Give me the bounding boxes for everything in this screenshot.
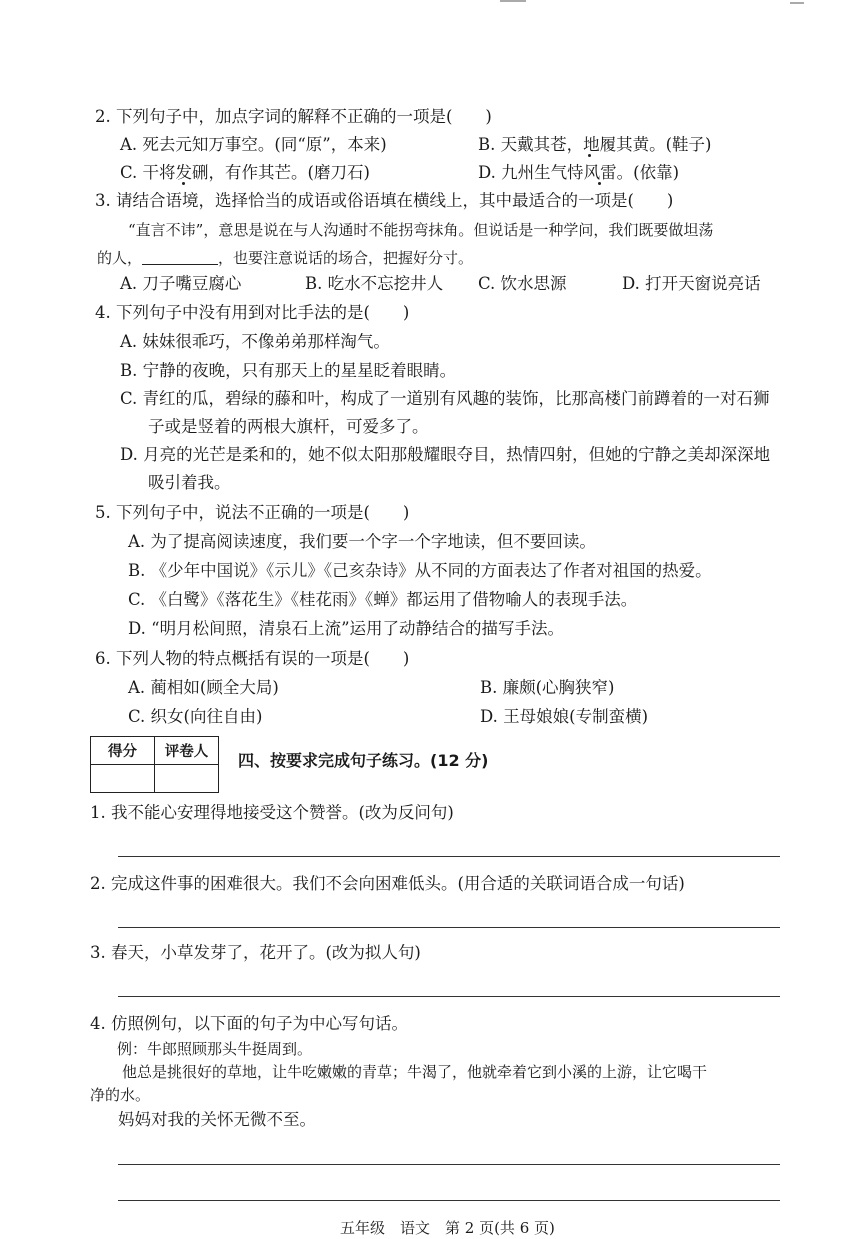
example-label: 例：牛郎照顾那头牛挺周到。 — [117, 1040, 313, 1058]
writing-prompt: 妈妈对我的关怀无微不至。 — [118, 1110, 316, 1129]
example-line-1: 他总是挑很好的草地，让牛吃嫩嫩的青草；牛渴了，他就牵着它到小溪的上游，让它喝干 — [122, 1063, 708, 1081]
question-3-option-b: B. 吃水不忘挖井人 — [305, 274, 444, 293]
question-6-option-a: A. 蔺相如(顾全大局) — [128, 678, 279, 697]
question-5-stem: 5. 下列句子中，说法不正确的一项是( ) — [95, 503, 410, 522]
emphasis-dot — [598, 182, 601, 185]
exercise-3: 3. 春天，小草发芽了，花开了。(改为拟人句) — [90, 943, 421, 962]
question-4-option-d-line-2: 吸引着我。 — [148, 473, 231, 492]
answer-line-2[interactable] — [118, 927, 780, 928]
question-2-option-c: C. 干将发硎，有作其芒。(磨刀石) — [120, 163, 370, 182]
answer-line-3[interactable] — [118, 996, 780, 997]
question-4-option-c-line-1: C. 青红的瓜，碧绿的藤和叶，构成了一道别有风趣的装饰，比那高楼门前蹲着的一对石狮 — [120, 389, 770, 408]
grader-cell[interactable] — [155, 765, 219, 793]
fill-blank[interactable] — [142, 249, 218, 265]
question-4-option-b: B. 宁静的夜晚，只有那天上的星星眨着眼睛。 — [120, 361, 457, 380]
scan-mark — [790, 2, 804, 4]
question-2-option-d: D. 九州生气恃风雷。(依靠) — [478, 163, 680, 182]
emphasis-dot — [588, 154, 591, 157]
question-4-option-c-line-2: 子或是竖着的两根大旗杆，可爱多了。 — [148, 417, 429, 436]
score-box — [90, 736, 219, 793]
example-line-2: 净的水。 — [90, 1086, 151, 1104]
question-2-option-a: A. 死去元知万事空。(同“原”，本来) — [120, 135, 387, 154]
question-6-option-d: D. 王母娘娘(专制蛮横) — [480, 707, 649, 726]
question-4-stem: 4. 下列句子中没有用到对比手法的是( ) — [95, 303, 410, 322]
context-post: ，也要注意说话的场合，把握好分寸。 — [218, 249, 474, 267]
context-pre: 的人， — [97, 249, 143, 267]
question-5-option-b: B. 《少年中国说》《示儿》《己亥杂诗》从不同的方面表达了作者对祖国的热爱。 — [128, 561, 712, 580]
question-3-option-c: C. 饮水思源 — [478, 274, 567, 293]
question-5-option-d: D. “明月松间照，清泉石上流”运用了动静结合的描写手法。 — [128, 619, 565, 638]
emphasis-dot — [182, 182, 185, 185]
question-5-option-a: A. 为了提高阅读速度，我们要一个字一个字地读，但不要回读。 — [128, 532, 596, 551]
score-label: 得分 — [91, 737, 155, 765]
question-3-option-d: D. 打开天窗说亮话 — [622, 274, 761, 293]
question-6-option-c: C. 织女(向往自由) — [128, 707, 263, 726]
score-cell[interactable] — [91, 765, 155, 793]
exercise-4: 4. 仿照例句，以下面的句子为中心写句话。 — [90, 1014, 408, 1033]
exercise-2: 2. 完成这件事的困难很大。我们不会向困难低头。(用合适的关联词语合成一句话) — [90, 874, 685, 893]
section-4-title: 四、按要求完成句子练习。(12 分) — [238, 751, 489, 770]
question-4-option-a: A. 妹妹很乖巧，不像弟弟那样淘气。 — [120, 332, 390, 351]
question-5-option-c: C. 《白鹭》《落花生》《桂花雨》《蝉》都运用了借物喻人的表现手法。 — [128, 590, 638, 609]
page-footer: 五年级 语文 第 2 页(共 6 页) — [340, 1219, 555, 1237]
exercise-1: 1. 我不能心安理得地接受这个赞誉。(改为反问句) — [90, 803, 454, 822]
grader-label: 评卷人 — [155, 737, 219, 765]
question-6-stem: 6. 下列人物的特点概括有误的一项是( ) — [95, 649, 410, 668]
answer-line-1[interactable] — [118, 856, 780, 857]
question-3-stem: 3. 请结合语境，选择恰当的成语或俗语填在横线上，其中最适合的一项是( ) — [95, 191, 674, 210]
question-3-context-line-1: “直言不讳”，意思是说在与人沟通时不能拐弯抹角。但说话是一种学问，我们既要做坦荡 — [128, 221, 714, 239]
scan-mark — [500, 0, 526, 2]
answer-line-4a[interactable] — [118, 1164, 780, 1165]
question-2-option-b: B. 天戴其苍，地履其黄。(鞋子) — [478, 135, 712, 154]
question-3-context-line-2 — [97, 247, 473, 269]
question-2-stem: 2. 下列句子中，加点字词的解释不正确的一项是( ) — [95, 107, 492, 126]
answer-line-4b[interactable] — [118, 1200, 780, 1201]
question-4-option-d-line-1: D. 月亮的光芒是柔和的，她不似太阳那般耀眼夺目，热情四射，但她的宁静之美却深深地 — [120, 445, 771, 464]
question-6-option-b: B. 廉颇(心胸狭窄) — [480, 678, 615, 697]
question-3-option-a: A. 刀子嘴豆腐心 — [120, 274, 242, 293]
